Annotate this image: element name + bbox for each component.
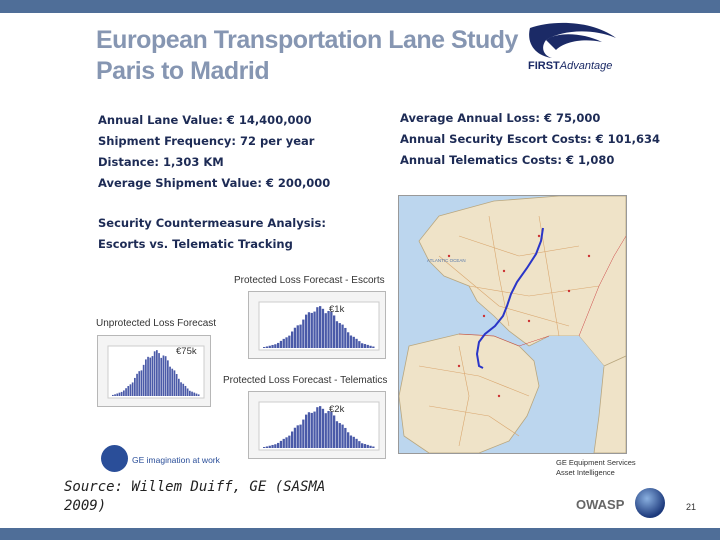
ge-credit xyxy=(556,458,636,478)
histogram-bar xyxy=(313,412,315,448)
histogram-bar xyxy=(367,345,369,348)
owasp-globe-icon xyxy=(635,488,665,518)
histogram-bar xyxy=(119,393,121,396)
histogram-bar xyxy=(339,323,341,348)
title-line-2: Paris to Madrid xyxy=(96,57,270,85)
histogram-bar xyxy=(297,425,299,448)
histogram-bar xyxy=(266,446,268,448)
source-line-1: Source: Willem Duiff, GE (SASMA xyxy=(64,479,326,495)
histogram-bar xyxy=(274,344,276,348)
bottom-band xyxy=(0,528,720,540)
histogram-bar xyxy=(185,386,187,396)
histogram-bar xyxy=(145,359,147,396)
source-line-2: 2009) xyxy=(64,498,107,514)
histogram-bar xyxy=(165,356,167,396)
histogram-bar xyxy=(364,444,366,448)
histogram-bar xyxy=(299,425,301,448)
histogram-bar xyxy=(353,337,355,348)
histogram-bar xyxy=(327,311,329,348)
histogram-bar xyxy=(193,393,195,396)
histogram-bar xyxy=(288,336,290,348)
escorts-value-label: €1k xyxy=(329,304,345,315)
telematics-histogram xyxy=(249,392,385,458)
histogram-bar xyxy=(269,446,271,448)
histogram-bar xyxy=(291,432,293,448)
histogram-bar xyxy=(123,390,125,396)
histogram-bar xyxy=(325,413,327,448)
fact-escort-costs: Annual Security Escort Costs: € 101,634 xyxy=(400,132,660,146)
histogram-bar xyxy=(361,343,363,348)
histogram-bar xyxy=(358,341,360,348)
histogram-bar xyxy=(136,374,138,396)
histogram-bar xyxy=(112,395,114,396)
histogram-bar xyxy=(297,325,299,348)
histogram-bar xyxy=(288,436,290,448)
escorts-caption: Protected Loss Forecast - Escorts xyxy=(234,275,385,286)
histogram-bar xyxy=(178,379,180,396)
histogram-bar xyxy=(369,346,371,348)
histogram-bar xyxy=(269,346,271,348)
histogram-bar xyxy=(134,378,136,396)
histogram-bar xyxy=(322,309,324,348)
histogram-bar xyxy=(319,406,321,448)
cost-facts xyxy=(400,108,660,171)
histogram-bar xyxy=(271,345,273,348)
escorts-chart xyxy=(248,291,386,359)
histogram-bar xyxy=(333,415,335,448)
histogram-bar xyxy=(355,339,357,348)
analysis-line-1: Security Countermeasure Analysis: xyxy=(98,216,326,230)
histogram-bar xyxy=(336,321,338,348)
fact-distance: Distance: 1,303 KM xyxy=(98,155,224,169)
histogram-bar xyxy=(319,306,321,348)
histogram-bar xyxy=(358,441,360,448)
histogram-bar xyxy=(294,428,296,448)
histogram-bar xyxy=(158,353,160,396)
owasp-label: OWASP xyxy=(576,497,625,512)
logo-advantage: Advantage xyxy=(559,60,613,72)
histogram-bar xyxy=(285,437,287,448)
histogram-bar xyxy=(339,423,341,448)
histogram-bar xyxy=(121,392,123,396)
histogram-bar xyxy=(369,446,371,448)
histogram-bar xyxy=(367,445,369,448)
histogram-bar xyxy=(127,386,129,396)
ge-tagline: GE imagination at work xyxy=(132,455,220,465)
histogram-bar xyxy=(174,370,176,396)
fact-lane-value: Annual Lane Value: € 14,400,000 xyxy=(98,113,312,127)
histogram-bar xyxy=(347,432,349,448)
histogram-bar xyxy=(125,388,127,396)
top-band xyxy=(0,0,720,13)
histogram-bar xyxy=(311,313,313,348)
histogram-bar xyxy=(283,339,285,348)
histogram-bar xyxy=(277,343,279,348)
histogram-bar xyxy=(341,325,343,348)
histogram-bar xyxy=(171,369,173,396)
unprotected-value-label: €75k xyxy=(176,346,197,357)
histogram-bar xyxy=(341,425,343,448)
histogram-bar xyxy=(350,436,352,448)
histogram-bar xyxy=(308,312,310,348)
histogram-bar xyxy=(271,445,273,448)
histogram-bar xyxy=(266,346,268,348)
histogram-bar xyxy=(347,332,349,348)
histogram-bar xyxy=(263,447,265,448)
histogram-bar xyxy=(147,357,149,396)
histogram-bar xyxy=(130,384,132,396)
histogram-bar xyxy=(372,347,374,348)
analysis-line-2: Escorts vs. Telematic Tracking xyxy=(98,237,293,251)
histogram-bar xyxy=(163,355,165,396)
histogram-bar xyxy=(344,328,346,348)
histogram-bar xyxy=(361,443,363,448)
histogram-bar xyxy=(336,421,338,448)
fact-frequency: Shipment Frequency: 72 per year xyxy=(98,134,315,148)
histogram-bar xyxy=(316,407,318,448)
histogram-bar xyxy=(132,382,134,396)
logo-wordmark xyxy=(528,60,612,72)
histogram-bar xyxy=(149,358,151,396)
page-number: 21 xyxy=(686,502,697,512)
histogram-bar xyxy=(313,312,315,348)
histogram-bar xyxy=(372,447,374,448)
histogram-bar xyxy=(138,371,140,396)
histogram-bar xyxy=(294,328,296,348)
histogram-bar xyxy=(322,409,324,448)
fact-annual-loss: Average Annual Loss: € 75,000 xyxy=(400,111,601,125)
histogram-bar xyxy=(152,356,154,396)
escorts-histogram xyxy=(249,292,385,358)
ge-credit-line-1: GE Equipment Services xyxy=(556,458,636,467)
slide-title xyxy=(96,25,518,87)
title-line-1: European Transportation Lane Study xyxy=(96,26,518,54)
sea-label: ATLANTIC OCEAN xyxy=(427,258,466,263)
histogram-bar xyxy=(176,374,178,396)
histogram-bar xyxy=(180,382,182,396)
histogram-bar xyxy=(302,420,304,448)
source-citation xyxy=(64,478,325,516)
histogram-bar xyxy=(169,367,171,396)
histogram-bar xyxy=(167,360,169,396)
ge-credit-line-2: Asset Intelligence xyxy=(556,468,615,477)
histogram-bar xyxy=(325,313,327,348)
fact-shipment-value: Average Shipment Value: € 200,000 xyxy=(98,176,331,190)
lane-facts xyxy=(98,110,330,194)
histogram-bar xyxy=(156,350,158,396)
histogram-bar xyxy=(308,412,310,448)
histogram-bar xyxy=(327,411,329,448)
histogram-bar xyxy=(116,394,118,396)
histogram-bar xyxy=(143,365,145,396)
histogram-bar xyxy=(302,320,304,348)
histogram-bar xyxy=(305,315,307,348)
histogram-bar xyxy=(333,315,335,348)
analysis-heading xyxy=(98,213,326,255)
histogram-bar xyxy=(274,444,276,448)
histogram-bar xyxy=(154,351,156,396)
histogram-bar xyxy=(277,443,279,448)
fact-telematics-costs: Annual Telematics Costs: € 1,080 xyxy=(400,153,615,167)
histogram-bar xyxy=(316,307,318,348)
histogram-bar xyxy=(198,394,200,396)
histogram-bar xyxy=(330,412,332,448)
histogram-bar xyxy=(160,358,162,396)
histogram-bar xyxy=(330,312,332,348)
histogram-bar xyxy=(285,337,287,348)
histogram-bar xyxy=(353,437,355,448)
histogram-bar xyxy=(187,388,189,396)
unprotected-caption: Unprotected Loss Forecast xyxy=(96,318,217,329)
logo-first: FIRST xyxy=(528,60,560,72)
histogram-bar xyxy=(280,441,282,448)
telematics-value-label: €2k xyxy=(329,404,345,415)
telematics-caption: Protected Loss Forecast - Telematics xyxy=(223,375,388,386)
route-map xyxy=(398,195,627,454)
histogram-bar xyxy=(299,325,301,348)
ge-logo xyxy=(101,445,128,472)
histogram-bar xyxy=(311,413,313,448)
histogram-bar xyxy=(291,332,293,348)
histogram-bar xyxy=(305,415,307,448)
telematics-chart xyxy=(248,391,386,459)
histogram-bar xyxy=(141,370,143,396)
histogram-bar xyxy=(280,341,282,348)
histogram-bar xyxy=(344,428,346,448)
histogram-bar xyxy=(350,336,352,348)
histogram-bar xyxy=(283,439,285,448)
histogram-bar xyxy=(364,344,366,348)
histogram-bar xyxy=(196,394,198,396)
histogram-bar xyxy=(191,392,193,396)
histogram-bar xyxy=(355,439,357,448)
histogram-bar xyxy=(189,391,191,396)
histogram-bar xyxy=(114,394,116,396)
histogram-bar xyxy=(263,347,265,348)
histogram-bar xyxy=(182,384,184,396)
